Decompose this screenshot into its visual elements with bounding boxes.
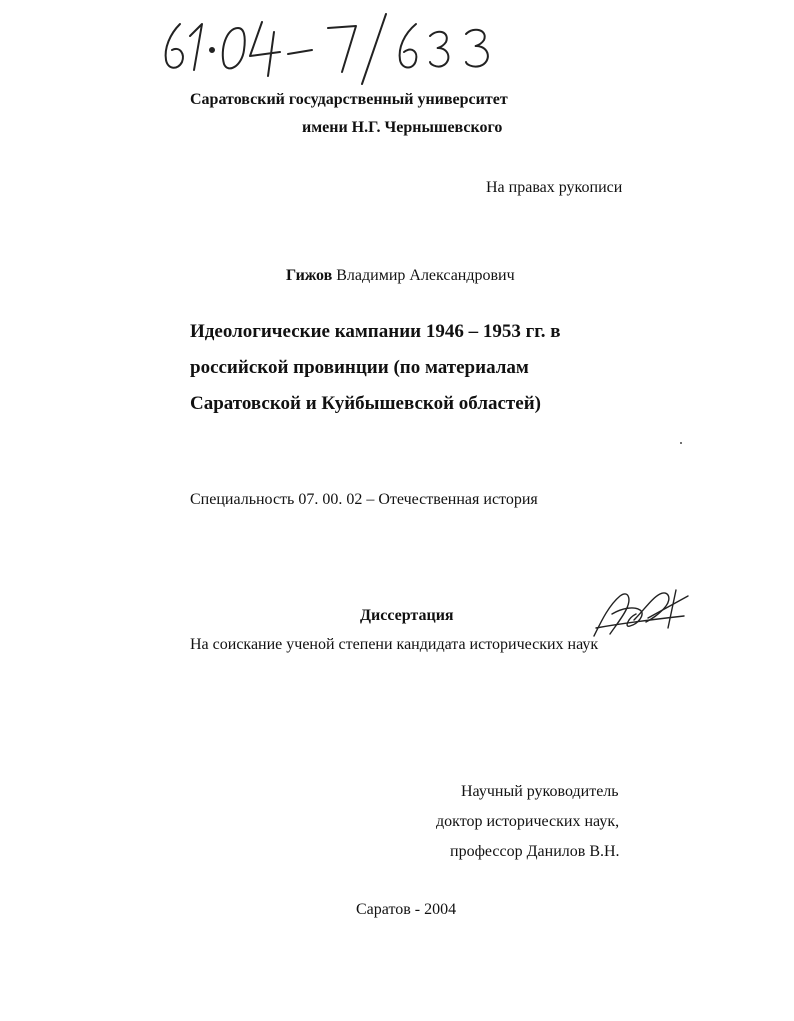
work-type: Диссертация bbox=[360, 607, 454, 624]
degree-sought: На соискание ученой степени кандидата исторических наук bbox=[190, 636, 599, 653]
scan-speck bbox=[680, 442, 682, 444]
specialty: Специальность 07. 00. 02 – Отечественная история bbox=[190, 491, 538, 508]
dissertation-title-line-2: российской провинции (по материалам bbox=[190, 357, 529, 378]
supervisor-name: профессор Данилов В.Н. bbox=[450, 843, 620, 860]
university-honorific: имени Н.Г. Чернышевского bbox=[302, 119, 503, 136]
handwritten-registration-number bbox=[150, 6, 510, 86]
author-surname: Гижов bbox=[286, 267, 333, 284]
university-name: Саратовский государственный университет bbox=[190, 91, 508, 108]
author-name bbox=[286, 266, 515, 286]
city-year: Саратов - 2004 bbox=[356, 901, 457, 918]
supervisor-degree: доктор исторических наук, bbox=[436, 813, 620, 830]
author-given-names: Владимир Александрович bbox=[336, 267, 515, 284]
supervisor-label: Научный руководитель bbox=[461, 783, 619, 800]
signature bbox=[588, 584, 692, 644]
manuscript-rights: На правах рукописи bbox=[486, 179, 623, 196]
dissertation-title-line-3: Саратовской и Куйбышевской областей) bbox=[190, 393, 541, 414]
dissertation-title-line-1: Идеологические кампании 1946 – 1953 гг. в bbox=[190, 321, 561, 342]
